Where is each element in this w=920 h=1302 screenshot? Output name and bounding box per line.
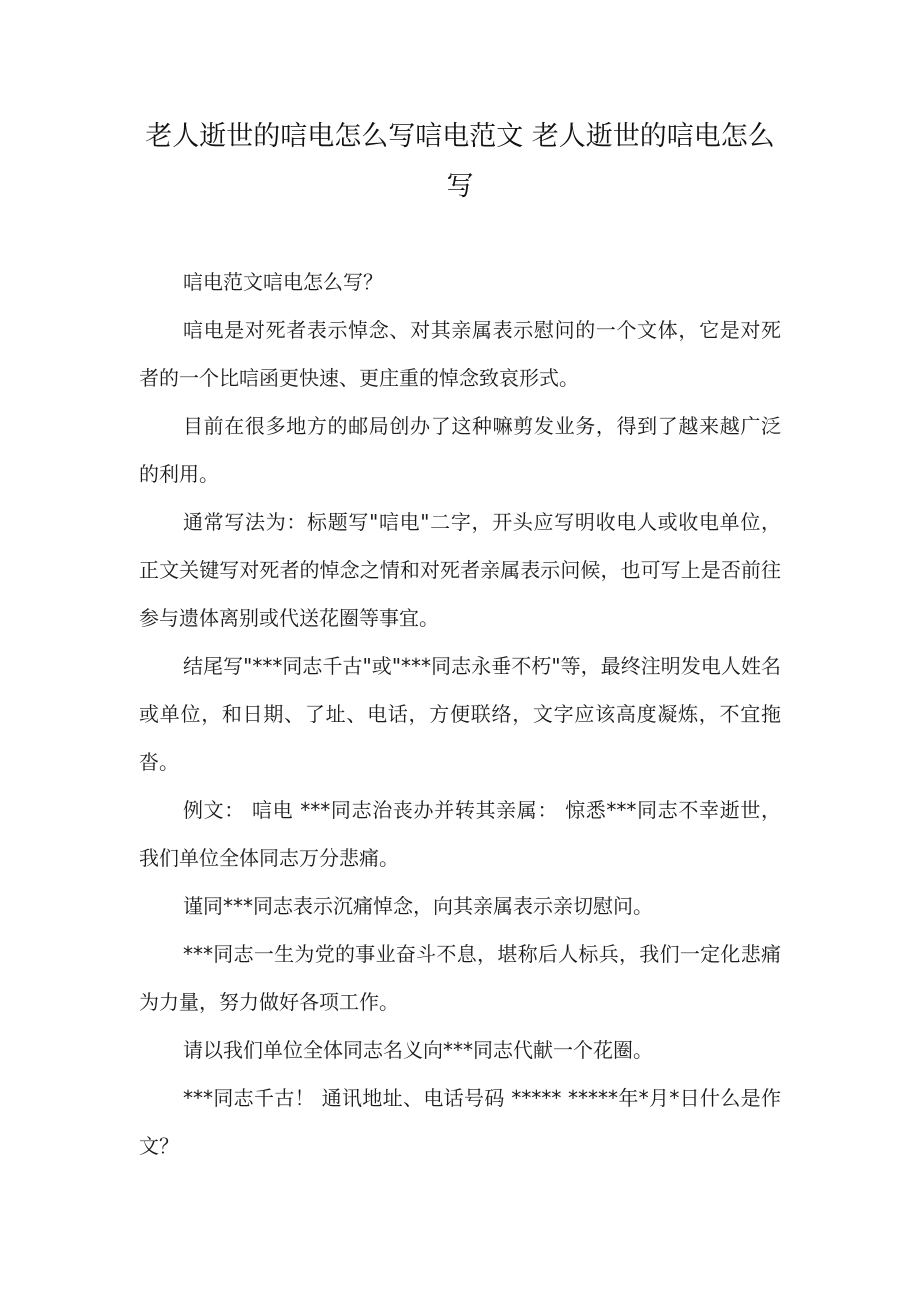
paragraph-closing: ***同志千古！ 通讯地址、电话号码 ***** *****年*月*日什么是作文？ (139, 1086, 781, 1158)
document-title: 老人逝世的唁电怎么写唁电范文 老人逝世的唁电怎么写 (145, 121, 775, 202)
paragraph-post-office: 目前在很多地方的邮局创办了这种嘛剪发业务，得到了越来越广泛的利用。 (139, 414, 781, 486)
paragraph-question: 唁电范文唁电怎么写？ (183, 270, 383, 294)
paragraph-ending: 结尾写"***同志千古"或"***同志永垂不朽"等，最终注明发电人姓名或单位，和日期、了址、电话，方便联络，文字应该高度凝炼，不宜拖沓。 (139, 654, 781, 774)
document-body (139, 258, 781, 1170)
paragraph-example: 例文： 唁电 ***同志治丧办并转其亲属： 惊悉***同志不幸逝世，我们单位全体同志万分悲痛。 (139, 798, 781, 870)
paragraph-definition: 唁电是对死者表示悼念、对其亲属表示慰问的一个文体，它是对死者的一个比唁函更快速、更庄重的悼念致哀形式。 (139, 318, 781, 390)
paragraph-format: 通常写法为：标题写"唁电"二字，开头应写明收电人或收电单位，正文关键写对死者的悼念之情和对死者亲属表示问候，也可写上是否前往参与遗体离别或代送花圈等事宜。 (139, 510, 781, 630)
paragraph-wreath: 请以我们单位全体同志名义向***同志代献一个花圈。 (183, 1038, 653, 1062)
paragraph-tribute: ***同志一生为党的事业奋斗不息，堪称后人标兵，我们一定化悲痛为力量，努力做好各项工作。 (139, 942, 781, 1014)
paragraph-condolence: 谨同***同志表示沉痛悼念，向其亲属表示亲切慰问。 (183, 894, 653, 918)
